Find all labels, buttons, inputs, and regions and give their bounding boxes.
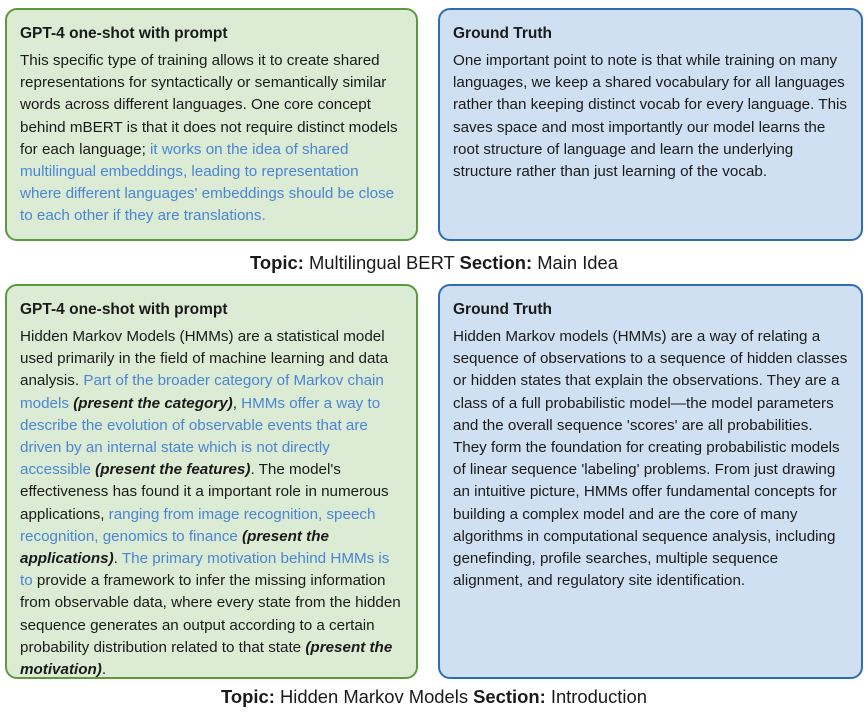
annotation-tag: (present the category) — [73, 394, 233, 412]
panel-text — [20, 326, 404, 681]
plain-text: , — [232, 394, 242, 412]
highlighted-text: ranging from image recognition, speech recognition, genomics to finance — [20, 505, 376, 545]
panel-title: GPT-4 one-shot with prompt — [20, 301, 228, 318]
section-value: Introduction — [545, 686, 647, 707]
section-label: Section: — [459, 252, 533, 273]
section-label: Section: — [473, 686, 546, 707]
panel-title: Ground Truth — [453, 301, 553, 318]
section-value: Main Idea — [532, 252, 618, 273]
topic-label: Topic: — [221, 686, 275, 707]
gpt4-output-panel-mbert — [5, 8, 418, 241]
annotation-tag: (present the motivation) — [20, 638, 393, 679]
highlighted-text: HMMs offer a way to describe the evolution of observable events that are driven by an internal state which is not directly accessible — [20, 394, 381, 479]
plain-text: provide a framework to infer the missing information from observable data, where every state from the hidden sequence generates an output according to a certain probability distribution related to that state — [20, 572, 401, 656]
plain-text: . — [101, 661, 107, 679]
topic-value: Hidden Markov Models — [274, 686, 474, 707]
annotation-tag: (present the features) — [95, 461, 251, 479]
plain-text: Hidden Markov Models (HMMs) are a statistical model used primarily in the field of machine learning and data analysis. — [20, 328, 389, 390]
topic-value: Multilingual BERT — [303, 252, 460, 273]
ground-truth-panel-mbert — [438, 8, 863, 241]
panel-title: Ground Truth — [453, 25, 553, 42]
gpt4-output-panel-hmm — [5, 284, 418, 679]
panel-title: GPT-4 one-shot with prompt — [20, 25, 228, 42]
panel-text: Hidden Markov models (HMMs) are a way of relating a sequence of observations to a sequence of hidden classes or hidden states that explain the observations. They are a class of a full probabilistic model—the model parameters and the overall sequence 'scores' are all probabilities. They form the foundation for creating probabilistic models of linear sequence 'labeling' problems. From just drawing an intuitive picture, HMMs offer fundamental concepts for building a complex model and are the core of many algorithms in computational sequence analysis, including genefinding, profile searches, multiple sequence alignment, and regulatory site identification. — [453, 328, 848, 590]
ground-truth-panel-hmm — [438, 284, 863, 679]
caption-hmm — [0, 685, 868, 709]
annotation-tag: (present the applications) — [20, 527, 329, 568]
highlighted-text: Part of the broader category of Markov chain models — [20, 372, 384, 412]
panel-text: One important point to note is that while training on many languages, we keep a shared vocabulary for all languages rather than keeping distinct vocab for every language. This saves space and most importantly our model learns the root structure of language and learn the underlying structure rather than just learning of the vocab. — [453, 52, 847, 181]
highlighted-text: The primary motivation behind HMMs is to — [20, 550, 390, 590]
panel-text — [20, 50, 404, 228]
plain-text: This specific type of training allows it to create shared representations for syntactically or semantically similar words across different languages. One core concept behind mBERT is that it does not require distinct models for each language; — [20, 52, 398, 158]
highlighted-text: it works on the idea of shared multilingual embeddings, leading to representation where different languages' embeddings should be close to each other if they are translations. — [20, 140, 395, 225]
plain-text: . The model's effectiveness has found it a important role in numerous applications, — [20, 461, 389, 523]
topic-label: Topic: — [250, 252, 304, 273]
plain-text: . — [113, 550, 122, 568]
caption-mbert — [0, 251, 868, 275]
